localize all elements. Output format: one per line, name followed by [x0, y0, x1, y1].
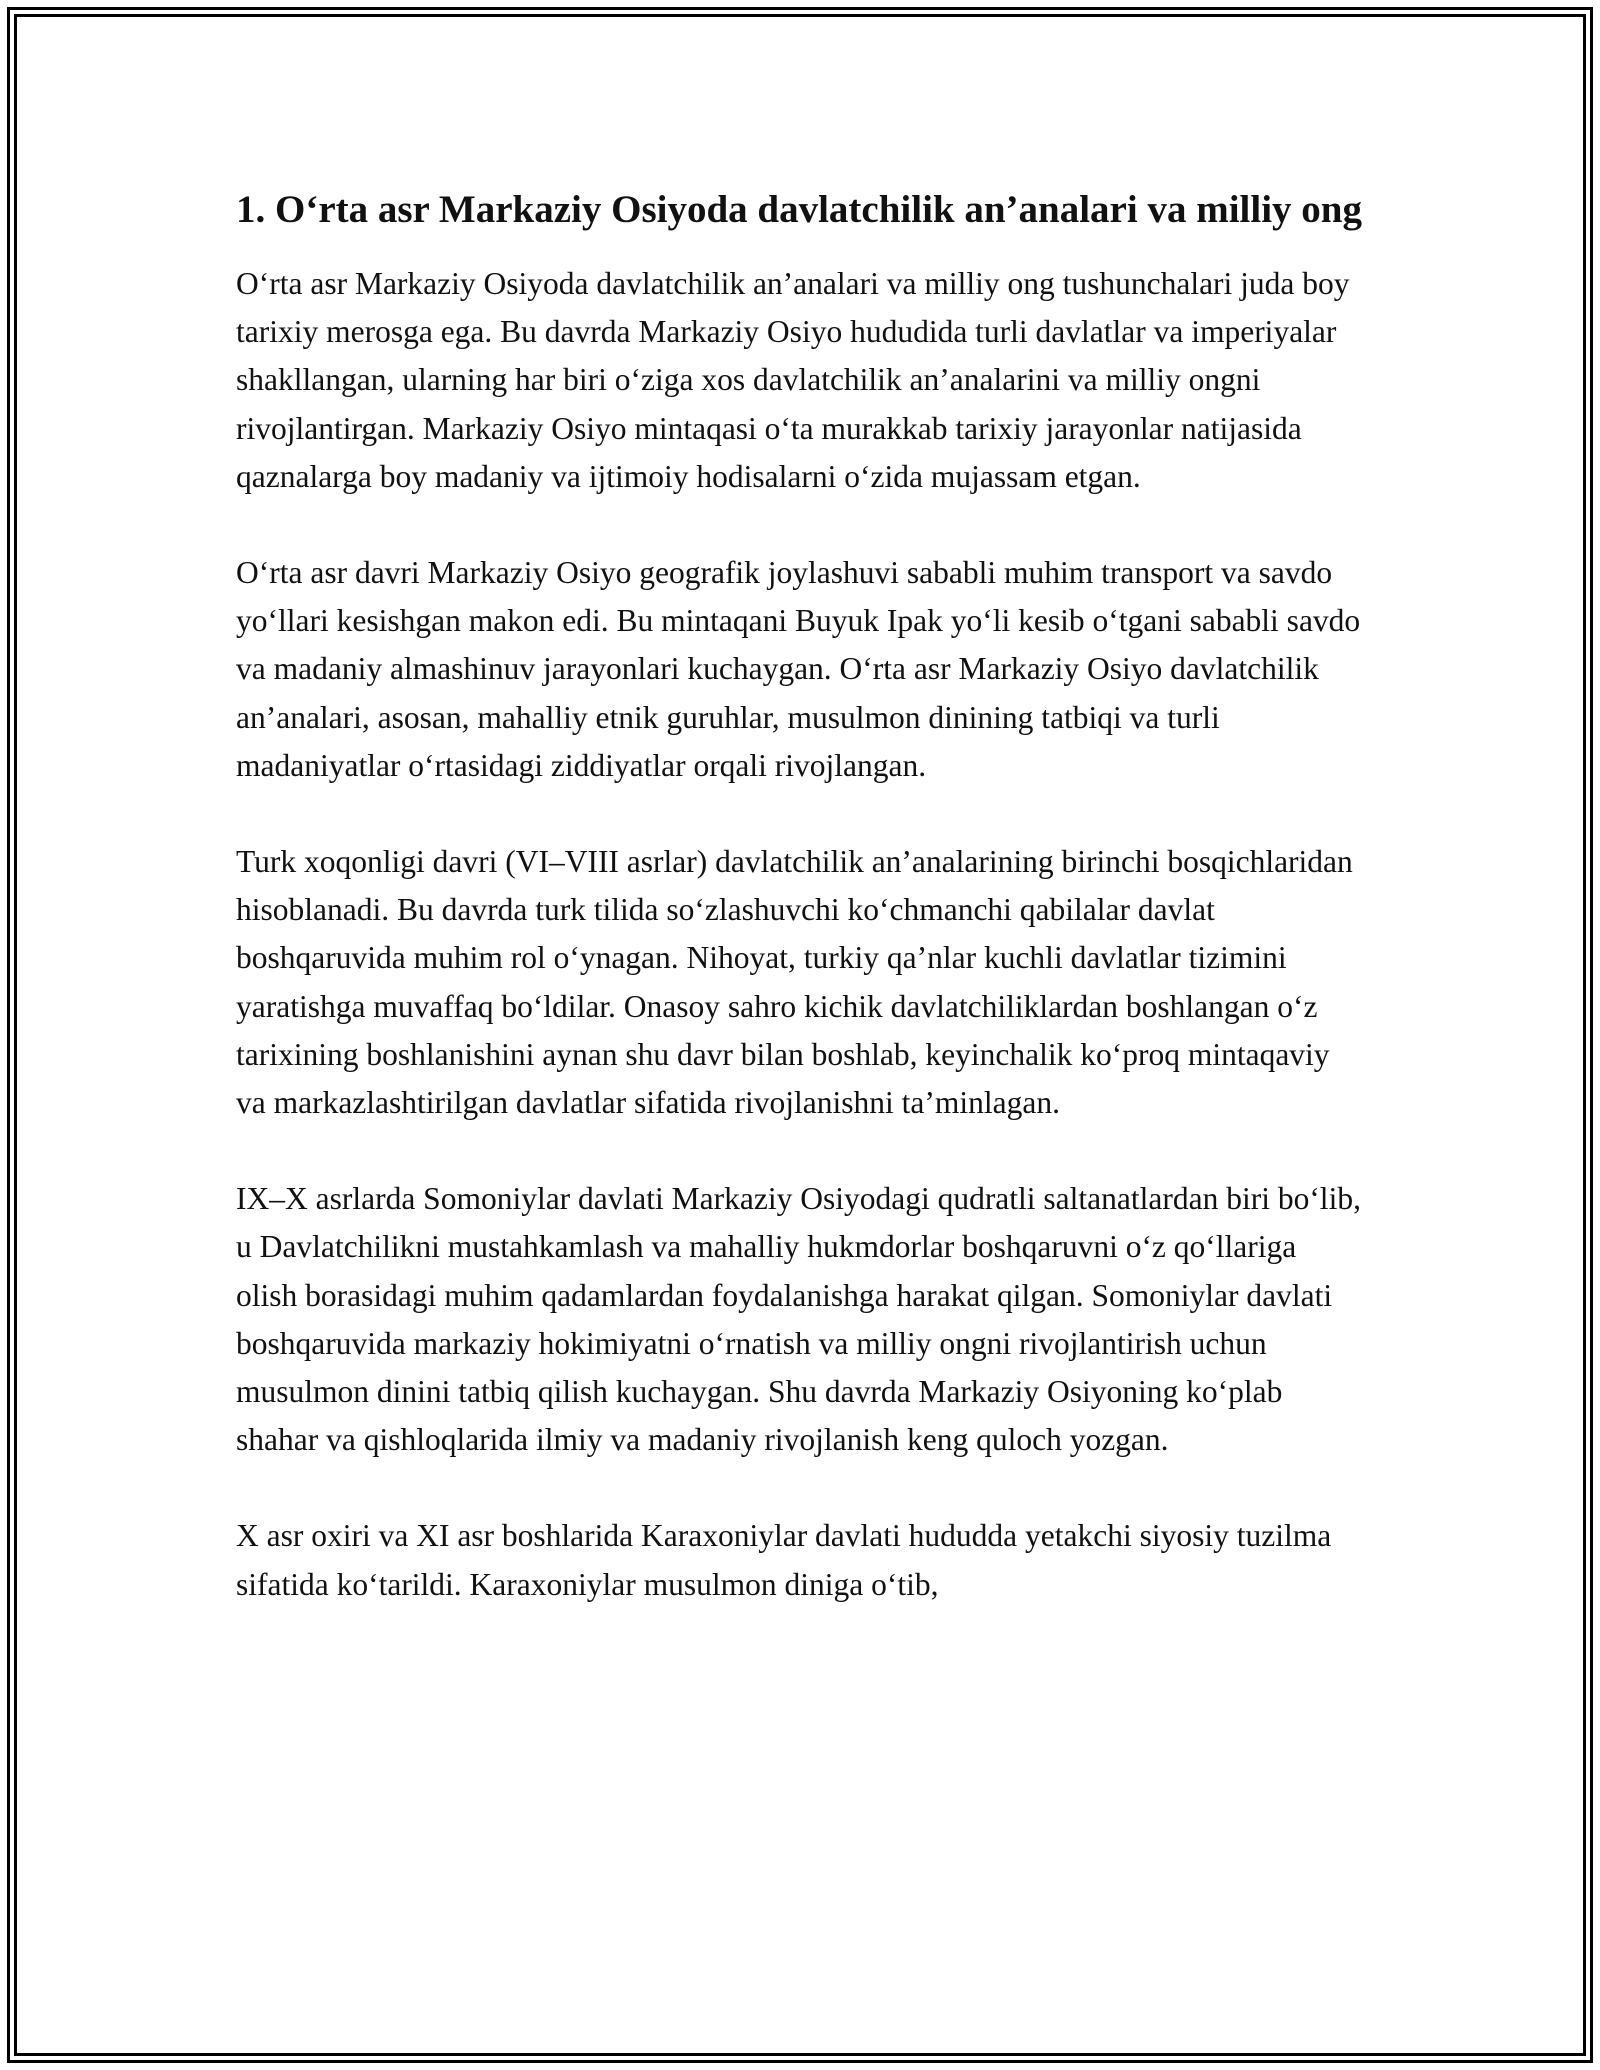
paragraph-4: IX–X asrlarda Somoniylar davlati Markaziy Osiyodagi qudratli saltanatlardan biri bo‘lib, u Davlatchilikni mustahkamlash va mahalliy hukmdorlar boshqaruvni o‘z qo‘llariga olish borasidagi muhim qadamlardan foydalanishga harakat qilgan. Somoniylar davlati boshqaruvida markaziy hokimiyatni o‘rnatish va milliy ongni rivojlantirish uchun musulmon dinini tatbiq qilish kuchaygan. Shu davrda Markaziy Osiyoning ko‘plab shahar va qishloqlarida ilmiy va madaniy rivojlanish keng quloch yozgan.: [236, 1181, 1361, 1458]
paragraph-5: X asr oxiri va XI asr boshlarida Karaxoniylar davlati hududda yetakchi siyosiy tuzilma sifatida ko‘tarildi. Karaxoniylar musulmon diniga o‘tib,: [236, 1518, 1332, 1602]
paragraph-1: O‘rta asr Markaziy Osiyoda davlatchilik an’analari va milliy ong tushunchalari juda boy tarixiy merosga ega. Bu davrda Markaziy Osiyo hududida turli davlatlar va imperiyalar shakllangan, ularning har biri o‘ziga xos davlatchilik an’analarini va milliy ongni rivojlantirgan. Markaziy Osiyo mintaqasi o‘ta murakkab tarixiy jarayonlar natijasida qaznalarga boy madaniy va ijtimoiy hodisalarni o‘zida mujassam etgan.: [236, 266, 1350, 494]
section-heading: 1. O‘rta asr Markaziy Osiyoda davlatchilik an’analari va milliy ong: [236, 188, 1362, 231]
document-body: [236, 182, 1364, 1657]
paragraph-2: O‘rta asr davri Markaziy Osiyo geografik joylashuvi sababli muhim transport va savdo yo‘llari kesishgan makon edi. Bu mintaqani Buyuk Ipak yo‘li kesib o‘tgani sababli savdo va madaniy almashinuv jarayonlari kuchaygan. O‘rta asr Markaziy Osiyo davlatchilik an’analari, asosan, mahalliy etnik guruhlar, musulmon dinining tatbiqi va turli madaniyatlar o‘rtasidagi ziddiyatlar orqali rivojlangan.: [236, 555, 1361, 783]
paragraph-3: Turk xoqonligi davri (VI–VIII asrlar) davlatchilik an’analarining birinchi bosqichlaridan hisoblanadi. Bu davrda turk tilida so‘zlashuvchi ko‘chmanchi qabilalar davlat boshqaruvida muhim rol o‘ynagan. Nihoyat, turkiy qa’nlar kuchli davlatlar tizimini yaratishga muvaffaq bo‘ldilar. Onasoy sahro kichik davlatchiliklardan boshlangan o‘z tarixining boshlanishini aynan shu davr bilan boshlab, keyinchalik ko‘proq mintaqaviy va markazlashtirilgan davlatlar sifatida rivojlanishni ta’minlagan.: [236, 844, 1353, 1121]
